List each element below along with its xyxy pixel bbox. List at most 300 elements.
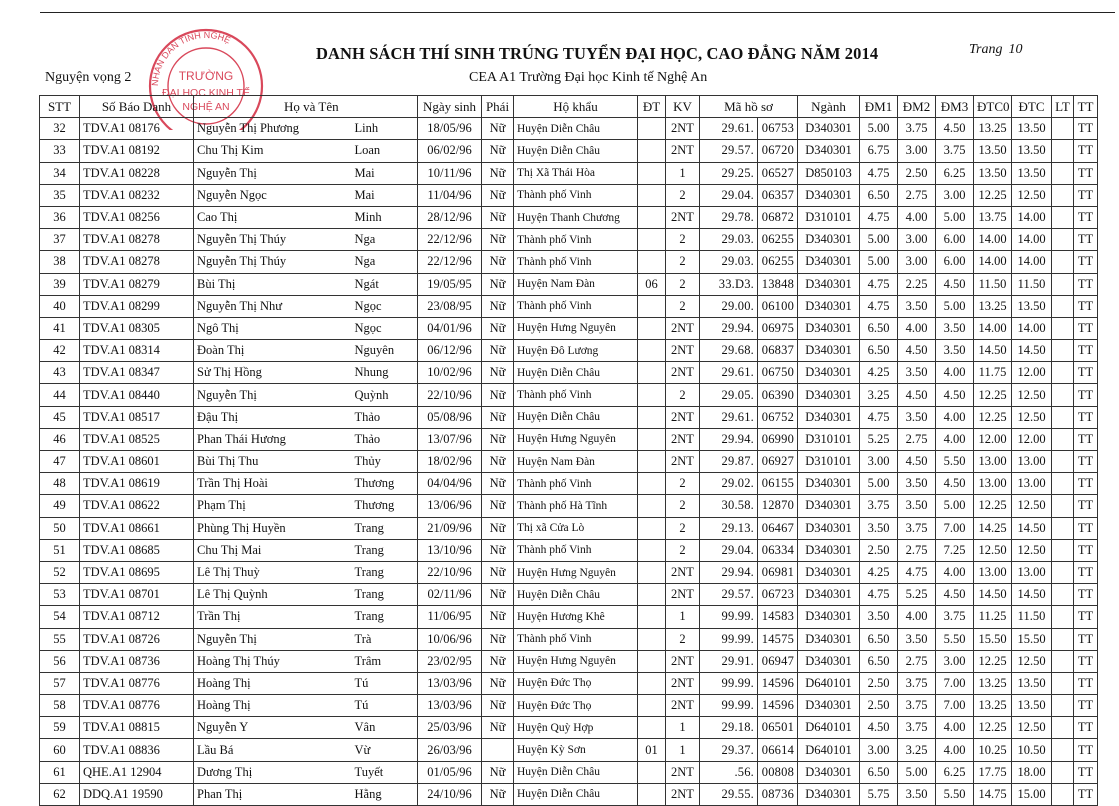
cell-dt: 06 (638, 273, 666, 295)
col-major: Ngành (798, 96, 860, 118)
cell-sbd: TDV.A1 08192 (80, 140, 194, 162)
cell-dm3: 4.00 (936, 406, 974, 428)
cell-stt: 43 (40, 362, 80, 384)
cell-tt: TT (1074, 650, 1098, 672)
cell-dob: 22/10/96 (418, 561, 482, 583)
cell-sbd: TDV.A1 08601 (80, 451, 194, 473)
cell-dob: 23/08/95 (418, 295, 482, 317)
cell-dm2: 4.50 (898, 384, 936, 406)
cell-mhs-number: 06990 (758, 428, 798, 450)
cell-dob: 13/03/96 (418, 695, 482, 717)
cell-dm3: 6.25 (936, 162, 974, 184)
cell-last-middle-name: Lê Thị Thuỳ (194, 561, 352, 583)
cell-sex: Nữ (482, 317, 514, 339)
table-row (40, 606, 1098, 628)
cell-dt (638, 650, 666, 672)
cell-home: Thành phố Vinh (514, 628, 638, 650)
cell-home: Huyện Hương Khê (514, 606, 638, 628)
cell-lt (1052, 561, 1074, 583)
cell-stt: 53 (40, 584, 80, 606)
cell-dt (638, 384, 666, 406)
cell-dm3: 7.00 (936, 672, 974, 694)
cell-major: D340301 (798, 606, 860, 628)
cell-first-name: Vừ (352, 739, 418, 761)
cell-mhs-number: 06752 (758, 406, 798, 428)
cell-first-name: Ngát (352, 273, 418, 295)
cell-home: Huyện Quỳ Hợp (514, 717, 638, 739)
cell-home: Thành phố Vinh (514, 539, 638, 561)
cell-dob: 13/07/96 (418, 428, 482, 450)
cell-kv: 2NT (666, 783, 700, 805)
cell-sbd: TDV.A1 08712 (80, 606, 194, 628)
cell-stt: 49 (40, 495, 80, 517)
cell-dm2: 2.75 (898, 650, 936, 672)
cell-dob: 10/06/96 (418, 628, 482, 650)
cell-dm3: 4.00 (936, 362, 974, 384)
col-tt: TT (1074, 96, 1098, 118)
col-dtc: ĐTC (1012, 96, 1052, 118)
cell-sex: Nữ (482, 495, 514, 517)
table-row (40, 384, 1098, 406)
cell-dt (638, 473, 666, 495)
cell-first-name: Trang (352, 606, 418, 628)
stamp-line-3: NGHỆ AN (182, 101, 230, 113)
cell-home: Huyện Thanh Chương (514, 206, 638, 228)
cell-mhs-prefix: 29.94. (700, 428, 758, 450)
cell-dm2: 4.00 (898, 606, 936, 628)
cell-dtc: 12.50 (1012, 539, 1052, 561)
cell-last-middle-name: Chu Thị Mai (194, 539, 352, 561)
cell-first-name: Trang (352, 561, 418, 583)
cell-dtc0: 12.25 (974, 650, 1012, 672)
cell-mhs-number: 08736 (758, 783, 798, 805)
cell-home: Huyện Diễn Châu (514, 140, 638, 162)
cell-sex: Nữ (482, 761, 514, 783)
cell-major: D310101 (798, 428, 860, 450)
cell-dm1: 5.00 (860, 473, 898, 495)
cell-major: D310101 (798, 206, 860, 228)
cell-dm2: 3.75 (898, 672, 936, 694)
cell-dm2: 3.75 (898, 695, 936, 717)
table-row (40, 783, 1098, 805)
cell-first-name: Linh (352, 118, 418, 140)
cell-tt: TT (1074, 140, 1098, 162)
cell-mhs-number: 06390 (758, 384, 798, 406)
cell-tt: TT (1074, 739, 1098, 761)
cell-dm1: 5.75 (860, 783, 898, 805)
cell-dm3: 4.00 (936, 428, 974, 450)
cell-kv: 2 (666, 295, 700, 317)
cell-stt: 56 (40, 650, 80, 672)
cell-first-name: Thủy (352, 451, 418, 473)
cell-sbd: TDV.A1 08776 (80, 672, 194, 694)
cell-stt: 46 (40, 428, 80, 450)
cell-lt (1052, 495, 1074, 517)
cell-home: Thành phố Vinh (514, 384, 638, 406)
col-lt: LT (1052, 96, 1074, 118)
cell-mhs-number: 06100 (758, 295, 798, 317)
cell-tt: TT (1074, 517, 1098, 539)
cell-tt: TT (1074, 451, 1098, 473)
table-row (40, 162, 1098, 184)
cell-home: Thành phố Vinh (514, 295, 638, 317)
cell-dtc0: 13.50 (974, 162, 1012, 184)
table-row (40, 739, 1098, 761)
cell-lt (1052, 650, 1074, 672)
cell-dm2: 3.75 (898, 118, 936, 140)
cell-dt (638, 606, 666, 628)
cell-home: Huyện Hưng Nguyên (514, 650, 638, 672)
cell-dm1: 4.25 (860, 362, 898, 384)
cell-first-name: Thảo (352, 428, 418, 450)
cell-dtc: 14.50 (1012, 584, 1052, 606)
cell-dt (638, 761, 666, 783)
cell-dm1: 4.75 (860, 206, 898, 228)
cell-lt (1052, 739, 1074, 761)
cell-mhs-prefix: 29.87. (700, 451, 758, 473)
cell-dm3: 4.50 (936, 584, 974, 606)
cell-stt: 48 (40, 473, 80, 495)
table-row (40, 184, 1098, 206)
cell-major: D340301 (798, 140, 860, 162)
cell-major: D340301 (798, 473, 860, 495)
table-row (40, 628, 1098, 650)
cell-stt: 47 (40, 451, 80, 473)
cell-dt (638, 451, 666, 473)
cell-dm1: 5.25 (860, 428, 898, 450)
cell-dtc: 12.00 (1012, 428, 1052, 450)
cell-stt: 61 (40, 761, 80, 783)
cell-sex: Nữ (482, 162, 514, 184)
cell-dm1: 4.75 (860, 273, 898, 295)
cell-dm2: 4.50 (898, 451, 936, 473)
cell-tt: TT (1074, 606, 1098, 628)
cell-home: Huyện Diễn Châu (514, 761, 638, 783)
cell-dtc: 14.00 (1012, 229, 1052, 251)
cell-sex: Nữ (482, 295, 514, 317)
cell-dm3: 5.50 (936, 628, 974, 650)
cell-lt (1052, 317, 1074, 339)
cell-dm3: 5.00 (936, 206, 974, 228)
cell-lt (1052, 184, 1074, 206)
cell-major: D340301 (798, 517, 860, 539)
cell-dtc: 13.00 (1012, 451, 1052, 473)
cell-first-name: Nguyên (352, 340, 418, 362)
cell-dtc: 14.50 (1012, 517, 1052, 539)
cell-dm1: 4.75 (860, 584, 898, 606)
cell-sbd: TDV.A1 08736 (80, 650, 194, 672)
cell-home: Huyện Đức Thọ (514, 672, 638, 694)
cell-first-name: Trang (352, 517, 418, 539)
cell-dt (638, 495, 666, 517)
cell-sex: Nữ (482, 273, 514, 295)
cell-mhs-number: 06981 (758, 561, 798, 583)
table-row (40, 695, 1098, 717)
cell-last-middle-name: Hoàng Thị Thúy (194, 650, 352, 672)
cell-lt (1052, 517, 1074, 539)
cell-sbd: TDV.A1 08525 (80, 428, 194, 450)
cell-stt: 33 (40, 140, 80, 162)
cell-dob: 06/12/96 (418, 340, 482, 362)
cell-tt: TT (1074, 384, 1098, 406)
cell-dm3: 7.00 (936, 695, 974, 717)
cell-mhs-prefix: 99.99. (700, 606, 758, 628)
cell-dm3: 4.00 (936, 717, 974, 739)
cell-kv: 2 (666, 517, 700, 539)
cell-last-middle-name: Bùi Thị (194, 273, 352, 295)
cell-dm3: 3.00 (936, 650, 974, 672)
cell-stt: 39 (40, 273, 80, 295)
cell-last-middle-name: Nguyễn Thị Như (194, 295, 352, 317)
cell-dob: 18/05/96 (418, 118, 482, 140)
cell-last-middle-name: Sử Thị Hồng (194, 362, 352, 384)
cell-dm3: 4.50 (936, 384, 974, 406)
cell-dob: 13/10/96 (418, 539, 482, 561)
cell-dtc: 12.50 (1012, 384, 1052, 406)
cell-dtc: 13.50 (1012, 695, 1052, 717)
table-row (40, 362, 1098, 384)
cell-home: Huyện Kỳ Sơn (514, 739, 638, 761)
cell-dtc: 13.50 (1012, 672, 1052, 694)
cell-dm1: 3.50 (860, 606, 898, 628)
cell-dtc0: 10.25 (974, 739, 1012, 761)
cell-last-middle-name: Đoàn Thị (194, 340, 352, 362)
cell-lt (1052, 783, 1074, 805)
cell-tt: TT (1074, 717, 1098, 739)
cell-tt: TT (1074, 495, 1098, 517)
cell-last-middle-name: Nguyễn Thị (194, 628, 352, 650)
cell-dt (638, 584, 666, 606)
cell-dm1: 2.50 (860, 695, 898, 717)
cell-sex: Nữ (482, 384, 514, 406)
cell-dtc0: 11.75 (974, 362, 1012, 384)
cell-stt: 34 (40, 162, 80, 184)
cell-lt (1052, 539, 1074, 561)
cell-mhs-prefix: 29.00. (700, 295, 758, 317)
table-row (40, 584, 1098, 606)
cell-dtc: 10.50 (1012, 739, 1052, 761)
cell-home: Huyện Đức Thọ (514, 695, 638, 717)
cell-mhs-number: 06947 (758, 650, 798, 672)
cell-dm1: 6.50 (860, 761, 898, 783)
table-row (40, 517, 1098, 539)
cell-mhs-prefix: 29.04. (700, 184, 758, 206)
cell-dm2: 3.50 (898, 495, 936, 517)
cell-major: D340301 (798, 273, 860, 295)
cell-dm2: 3.50 (898, 473, 936, 495)
cell-dtc: 12.50 (1012, 650, 1052, 672)
cell-home: Huyện Diễn Châu (514, 584, 638, 606)
cell-dtc0: 13.00 (974, 451, 1012, 473)
cell-dt (638, 539, 666, 561)
cell-sbd: TDV.A1 08278 (80, 251, 194, 273)
cell-dob: 01/05/96 (418, 761, 482, 783)
cell-dm1: 4.75 (860, 295, 898, 317)
cell-kv: 1 (666, 717, 700, 739)
cell-dtc0: 13.50 (974, 140, 1012, 162)
cell-dtc: 13.00 (1012, 473, 1052, 495)
page-subtitle: CEA A1 Trường Đại học Kinh tế Nghệ An (469, 70, 708, 85)
cell-mhs-number: 12870 (758, 495, 798, 517)
cell-sex: Nữ (482, 473, 514, 495)
cell-dm1: 5.00 (860, 251, 898, 273)
cell-kv: 1 (666, 606, 700, 628)
cell-dm3: 4.00 (936, 561, 974, 583)
cell-dm3: 4.00 (936, 739, 974, 761)
cell-dtc: 11.50 (1012, 606, 1052, 628)
cell-kv: 2 (666, 184, 700, 206)
cell-sbd: TDV.A1 08278 (80, 229, 194, 251)
cell-last-middle-name: Nguyễn Thị (194, 384, 352, 406)
cell-stt: 37 (40, 229, 80, 251)
cell-stt: 40 (40, 295, 80, 317)
cell-dm2: 3.50 (898, 628, 936, 650)
table-row (40, 206, 1098, 228)
cell-first-name: Tuyết (352, 761, 418, 783)
cell-sbd: TDV.A1 08726 (80, 628, 194, 650)
cell-dm2: 2.75 (898, 539, 936, 561)
cell-major: D340301 (798, 229, 860, 251)
col-name-spacer (352, 96, 418, 118)
cell-last-middle-name: Trần Thị (194, 606, 352, 628)
cell-dtc0: 12.25 (974, 184, 1012, 206)
cell-dtc0: 15.50 (974, 628, 1012, 650)
cell-first-name: Mai (352, 184, 418, 206)
cell-stt: 54 (40, 606, 80, 628)
cell-dob: 22/12/96 (418, 229, 482, 251)
cell-stt: 45 (40, 406, 80, 428)
cell-sex: Nữ (482, 184, 514, 206)
cell-sbd: TDV.A1 08619 (80, 473, 194, 495)
cell-dtc0: 14.25 (974, 517, 1012, 539)
col-dtc0: ĐTC0 (974, 96, 1012, 118)
cell-last-middle-name: Hoàng Thị (194, 672, 352, 694)
cell-dtc: 18.00 (1012, 761, 1052, 783)
cell-major: D340301 (798, 384, 860, 406)
cell-lt (1052, 428, 1074, 450)
cell-lt (1052, 406, 1074, 428)
cell-major: D340301 (798, 628, 860, 650)
cell-sbd: TDV.A1 08347 (80, 362, 194, 384)
cell-dm3: 3.75 (936, 606, 974, 628)
cell-sbd: TDV.A1 08440 (80, 384, 194, 406)
cell-mhs-number: 06927 (758, 451, 798, 473)
cell-mhs-prefix: 29.91. (700, 650, 758, 672)
cell-first-name: Ngọc (352, 295, 418, 317)
cell-mhs-prefix: 29.25. (700, 162, 758, 184)
cell-major: D340301 (798, 118, 860, 140)
cell-dtc0: 12.25 (974, 406, 1012, 428)
cell-mhs-number: 14596 (758, 672, 798, 694)
cell-dtc: 13.50 (1012, 162, 1052, 184)
cell-sex: Nữ (482, 695, 514, 717)
cell-major: D340301 (798, 561, 860, 583)
cell-lt (1052, 761, 1074, 783)
cell-lt (1052, 140, 1074, 162)
cell-dm2: 3.50 (898, 362, 936, 384)
cell-first-name: Nga (352, 229, 418, 251)
cell-dm1: 3.25 (860, 384, 898, 406)
cell-dtc: 15.50 (1012, 628, 1052, 650)
cell-stt: 55 (40, 628, 80, 650)
cell-first-name: Trang (352, 539, 418, 561)
stamp-line-1: TRƯỜNG (178, 69, 234, 83)
cell-mhs-prefix: 29.57. (700, 584, 758, 606)
cell-kv: 2 (666, 251, 700, 273)
cell-dt (638, 428, 666, 450)
cell-tt: TT (1074, 783, 1098, 805)
table-row (40, 273, 1098, 295)
cell-kv: 2NT (666, 650, 700, 672)
cell-dtc0: 13.25 (974, 672, 1012, 694)
cell-home: Huyện Hưng Nguyên (514, 317, 638, 339)
cell-dm2: 4.75 (898, 561, 936, 583)
cell-dtc0: 13.00 (974, 561, 1012, 583)
cell-dm2: 3.00 (898, 251, 936, 273)
cell-dt: 01 (638, 739, 666, 761)
cell-dm1: 4.75 (860, 406, 898, 428)
cell-dm3: 3.75 (936, 140, 974, 162)
top-rule (40, 12, 1115, 13)
cell-sex: Nữ (482, 206, 514, 228)
cell-sex: Nữ (482, 251, 514, 273)
cell-last-middle-name: Dương Thị (194, 761, 352, 783)
cell-last-middle-name: Bùi Thị Thu (194, 451, 352, 473)
cell-mhs-prefix: 99.99. (700, 672, 758, 694)
table-row (40, 428, 1098, 450)
cell-lt (1052, 251, 1074, 273)
cell-mhs-prefix: 29.02. (700, 473, 758, 495)
cell-mhs-prefix: 29.05. (700, 384, 758, 406)
cell-dtc: 14.00 (1012, 206, 1052, 228)
cell-kv: 2NT (666, 206, 700, 228)
cell-mhs-number: 06720 (758, 140, 798, 162)
cell-sex: Nữ (482, 140, 514, 162)
cell-dm3: 6.00 (936, 229, 974, 251)
cell-mhs-prefix: 29.94. (700, 317, 758, 339)
cell-mhs-number: 06872 (758, 206, 798, 228)
cell-home: Huyện Hưng Nguyên (514, 428, 638, 450)
cell-first-name: Loan (352, 140, 418, 162)
cell-kv: 2 (666, 473, 700, 495)
cell-dob: 22/10/96 (418, 384, 482, 406)
cell-dob: 22/12/96 (418, 251, 482, 273)
cell-mhs-number: 06255 (758, 229, 798, 251)
cell-dm1: 3.00 (860, 739, 898, 761)
cell-kv: 2NT (666, 317, 700, 339)
cell-stt: 44 (40, 384, 80, 406)
cell-tt: TT (1074, 628, 1098, 650)
cell-dtc0: 14.00 (974, 229, 1012, 251)
cell-first-name: Mai (352, 162, 418, 184)
cell-kv: 2 (666, 384, 700, 406)
cell-mhs-number: 06837 (758, 340, 798, 362)
cell-major: D340301 (798, 495, 860, 517)
cell-home: Huyện Diễn Châu (514, 362, 638, 384)
cell-mhs-number: 06334 (758, 539, 798, 561)
cell-first-name: Nga (352, 251, 418, 273)
cell-kv: 1 (666, 162, 700, 184)
cell-kv: 2NT (666, 672, 700, 694)
cell-mhs-number: 06357 (758, 184, 798, 206)
cell-last-middle-name: Lê Thị Quỳnh (194, 584, 352, 606)
cell-first-name: Minh (352, 206, 418, 228)
table-row (40, 229, 1098, 251)
col-sbd: Số Báo Danh (80, 96, 194, 118)
cell-tt: TT (1074, 251, 1098, 273)
cell-dm2: 2.25 (898, 273, 936, 295)
cell-sex: Nữ (482, 561, 514, 583)
